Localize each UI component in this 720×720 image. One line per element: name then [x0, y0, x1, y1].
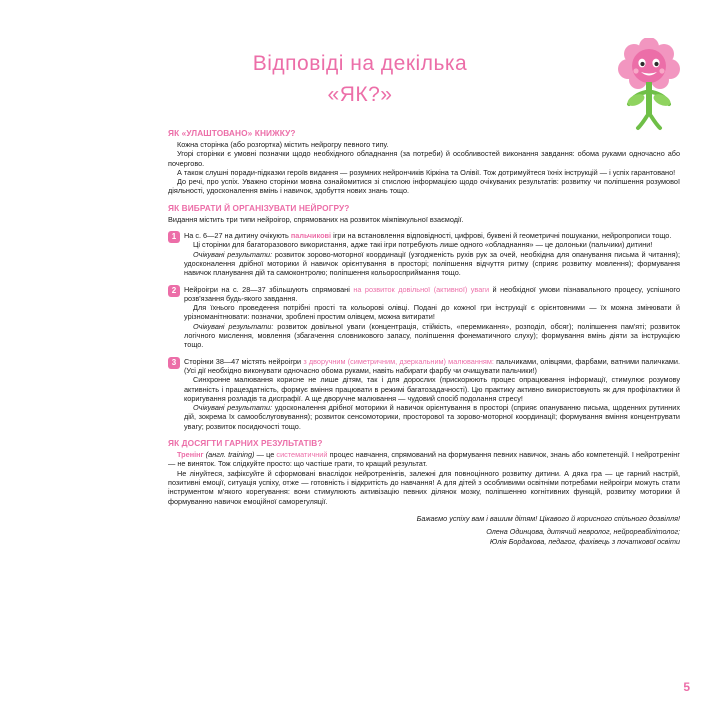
item-3-line-1: Сторінки 38—47 містять нейроігри з дворучним (симетричним, дзеркальним) малюванням: пальчиками, олівцями, фарбами, ватними паличками. (Усі дії необхідно виконувати одночасно обома руками, навіть набирати фарбу чи очищувати пальчики!)	[184, 356, 681, 375]
item-2-line-1: Нейроігри на с. 28—37 збільшують спрямовані на розвиток довільної (активної) уваги й необхідної умови пізнавального процесу, успішного розв'язання будь-якого завдання.	[184, 284, 680, 303]
item-number-badge: 2	[168, 285, 180, 297]
section-2-intro: Видання містить три типи нейроігор, спрямованих на розвиток міжпівкульної взаємодії.	[168, 214, 464, 224]
closing-line: Бажаємо успіху вам і вашим дітям! Цікавого й корисного спільного дозвілля!	[416, 513, 680, 523]
signature-block	[168, 527, 680, 547]
section-heading-1: ЯК «УЛАШТОВАНО» КНИЖКУ?	[168, 128, 296, 138]
page-title-line1: Відповіді на декілька	[252, 52, 468, 75]
section-1-paragraph-2: Угорі сторінки є умовні позначки щодо необхідного обладнання (за потреби) й особливостей виконання завдання: обома руками одночасно або почергово.	[168, 149, 680, 168]
item-number-badge: 3	[168, 357, 180, 369]
item-2-line-3: Очікувані результати: розвиток довільної уваги (концентрація, стійкість, «перемикання», розподіл, обсяг); поліпшення пам'яті; розвиток логічного мислення, мовлення (збагачення словникового запасу, поліпшення фонематичного слуху); формування вмінь діяти за інструкцією тощо.	[184, 321, 680, 350]
section-heading-3: ЯК ДОСЯГТИ ГАРНИХ РЕЗУЛЬТАТІВ?	[168, 438, 323, 449]
page-title-line2: «ЯК?»	[327, 83, 393, 106]
section-heading-2: ЯК ВИБРАТИ Й ОРГАНІЗУВАТИ НЕЙРОГРУ?	[168, 202, 350, 213]
numbered-item-2	[168, 285, 680, 350]
section-1-paragraph-4: До речі, про успіх. Уважно сторінки мовна ознайомитися зі стислою інформацією щодо очікуваних результатів: розвитку чи поліпшення розумової діяльності, удосконалення вмінь і навичок, здобуття нових знань тощо.	[168, 177, 680, 196]
section-3-paragraph-1: Тренінг (англ. training) — це систематичний процес навчання, спрямований на формування певних навичок, знань або компетенцій. І нейротренінг — не виняток. Тож слідкуйте просто: що частіше грати, то кращий результат.	[168, 450, 680, 469]
cartoon-flower-girl-mascot-icon	[612, 38, 686, 134]
numbered-item-3	[168, 357, 680, 431]
item-number-badge: 1	[168, 231, 180, 243]
section-3-paragraph-2: Не лінуйтеся, зафіксуйте й сформовані внаслідок нейротренінгів, залежні для повноцінного розвитку дитини. А дяка гра — це гарний настрій, позитивні емоції, ситуація успіху, отже — готовність і відкритість до навчання! А для дітей з особливими освітніми потребами нейроігри можуть стати інструментом м'якого корегування: вони стимулюють активізацію певних ділянок мозку, поліпшенню когнітивних функцій, розвитку моторики й формуванню навичок емоційної саморегуляції.	[168, 468, 680, 506]
signature-line-1: Олена Одинцова, дитячий невролог, нейрореабілітолог;	[486, 526, 680, 536]
item-1-line-1: На с. 6—27 на дитину очікують пальчикові ігри на встановлення відповідності, цифрові, буквені й геометричні пошуканки, нейропрописи тощо.	[184, 231, 672, 241]
numbered-item-1	[168, 231, 680, 277]
page-number: 5	[683, 680, 690, 694]
section-1-paragraph-1: Кожна сторінка (або розгортка) містить нейрогру певного типу.	[177, 140, 389, 149]
section-1-paragraph-3: А також слушні поради-підказки героїв видання — розумних нейрончиків Кіркіна та Олівії. Тож дотримуйтеся їхніх інструкцій — і успіх гарантовано!	[177, 167, 676, 177]
item-3-line-2: Синхронне малювання корисне не лише дітям, так і для дорослих (прискорюють процес опрацювання інформації, стимулює розумову активність і працездатність, формує вміння працювати в режимі багатозадачності). Цю практику активно використовують як для профілактики й коригування розладів та дисграфії. А ще дворучне малювання — чудовий спосіб подолання стресу!	[184, 375, 680, 403]
item-1-line-3: Очікувані результати: розвиток зорово-моторної координації (узгодженість рухів рук за очей, необхідна для опанування письма й читання); удосконалення дрібної моторики й навичок орієнтування в просторі; поліпшення відчуття ритму (сприяє розвитку мовлення); формування навичок планування дій та самоконтролю; поліпшення кольоросприймання тощо.	[184, 249, 681, 278]
page-content	[168, 128, 680, 547]
item-3-line-3: Очікувані результати: удосконалення дрібної моторики й навичок орієнтування в просторі (сприяє опануванню письма, щоденних рутинних дій, зокрема їх самообслуговування); розвиток сенсомоторики, просторової та зорово-моторної координації; формування вміння концентрувати увагу; розвиток посидючості тощо.	[184, 403, 680, 431]
signature-line-2: Юлія Бордакова, педагог, фахівець з початкової освіти	[489, 536, 680, 546]
item-1-line-2: Ці сторінки для багаторазового використання, адже такі ігри потребують лише одного «обладнання» — це долоньки (пальчики) дитини!	[193, 240, 653, 250]
item-2-line-2: Для їхнього проведення потрібні прості та кольорові олівці. Подані до кожної гри інструкції є орієнтовними — їх можна змінювати й урізноманітнювати: позначки, зроблені простим олівцем, можна витирати!	[184, 303, 680, 322]
